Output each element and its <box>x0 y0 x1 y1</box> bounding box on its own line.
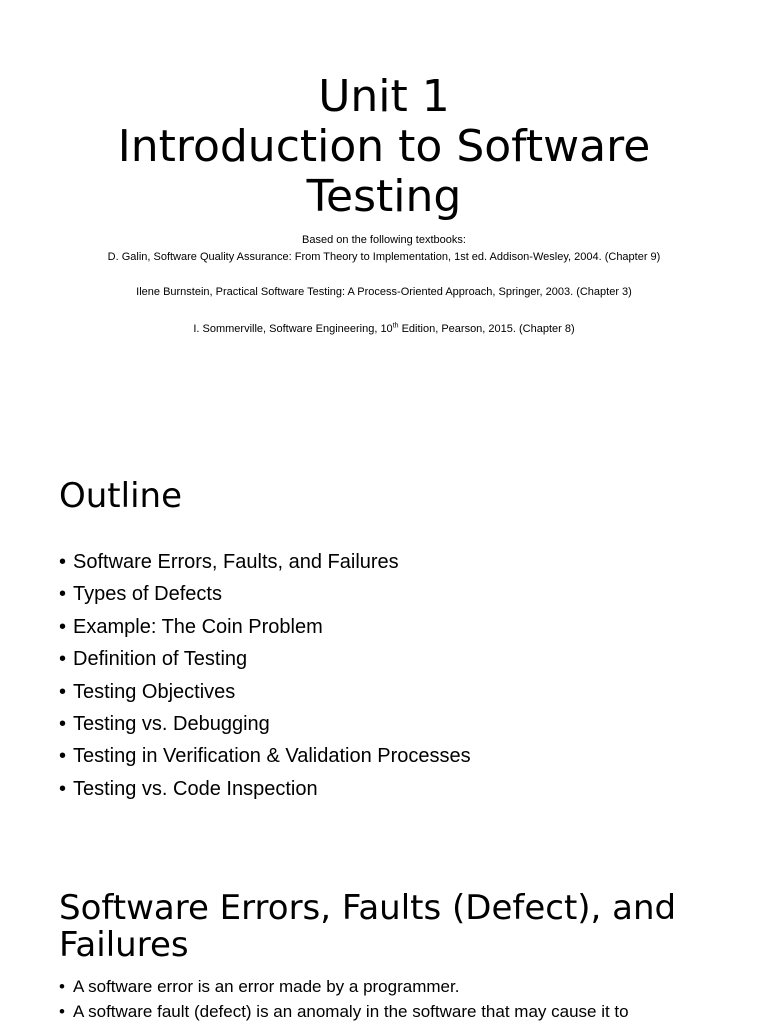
errors-heading-line-2: Failures <box>59 925 189 965</box>
reference-sommerville-superscript: th <box>392 322 399 330</box>
reference-galin: D. Galin, Software Quality Assurance: From Theory to Implementation, 1st ed. Addison-Wesley, 2004. (Chapter 9) <box>107 251 661 263</box>
outline-list <box>59 546 739 805</box>
outline-item: • Testing Objectives <box>59 676 739 708</box>
outline-item: • Example: The Coin Problem <box>59 611 739 643</box>
outline-slide <box>59 476 739 805</box>
references-block <box>0 234 768 336</box>
outline-item: • Testing vs. Code Inspection <box>59 773 739 805</box>
unit-title: Unit 1 <box>318 71 450 122</box>
errors-list-item: • A software fault (defect) is an anomaly in the software that may cause it to <box>59 999 749 1024</box>
errors-list-item: • A software error is an error made by a programmer. <box>59 974 749 999</box>
course-title-line-1: Introduction to Software <box>117 121 651 172</box>
reference-sommerville-text-end: Edition, Pearson, 2015. (Chapter 8) <box>398 323 575 335</box>
title-slide <box>0 72 768 336</box>
outline-heading: Outline <box>59 476 183 516</box>
outline-item: • Testing in Verification & Validation Processes <box>59 740 739 772</box>
outline-item: • Software Errors, Faults, and Failures <box>59 546 739 578</box>
outline-item: • Testing vs. Debugging <box>59 708 739 740</box>
errors-list <box>59 974 749 1024</box>
reference-sommerville-text: I. Sommerville, Software Engineering, 10 <box>193 323 393 335</box>
reference-sommerville <box>104 323 664 336</box>
outline-item: • Definition of Testing <box>59 643 739 675</box>
reference-burnstein: Ilene Burnstein, Practical Software Testing: A Process-Oriented Approach, Springer, 2003. (Chapter 3) <box>136 286 632 298</box>
references-intro: Based on the following textbooks: <box>302 234 466 246</box>
errors-heading-line-1: Software Errors, Faults (Defect), and <box>59 888 677 928</box>
errors-slide <box>59 890 749 1024</box>
outline-item: • Types of Defects <box>59 578 739 610</box>
course-title-line-2: Testing <box>306 171 462 222</box>
errors-heading <box>59 890 749 964</box>
